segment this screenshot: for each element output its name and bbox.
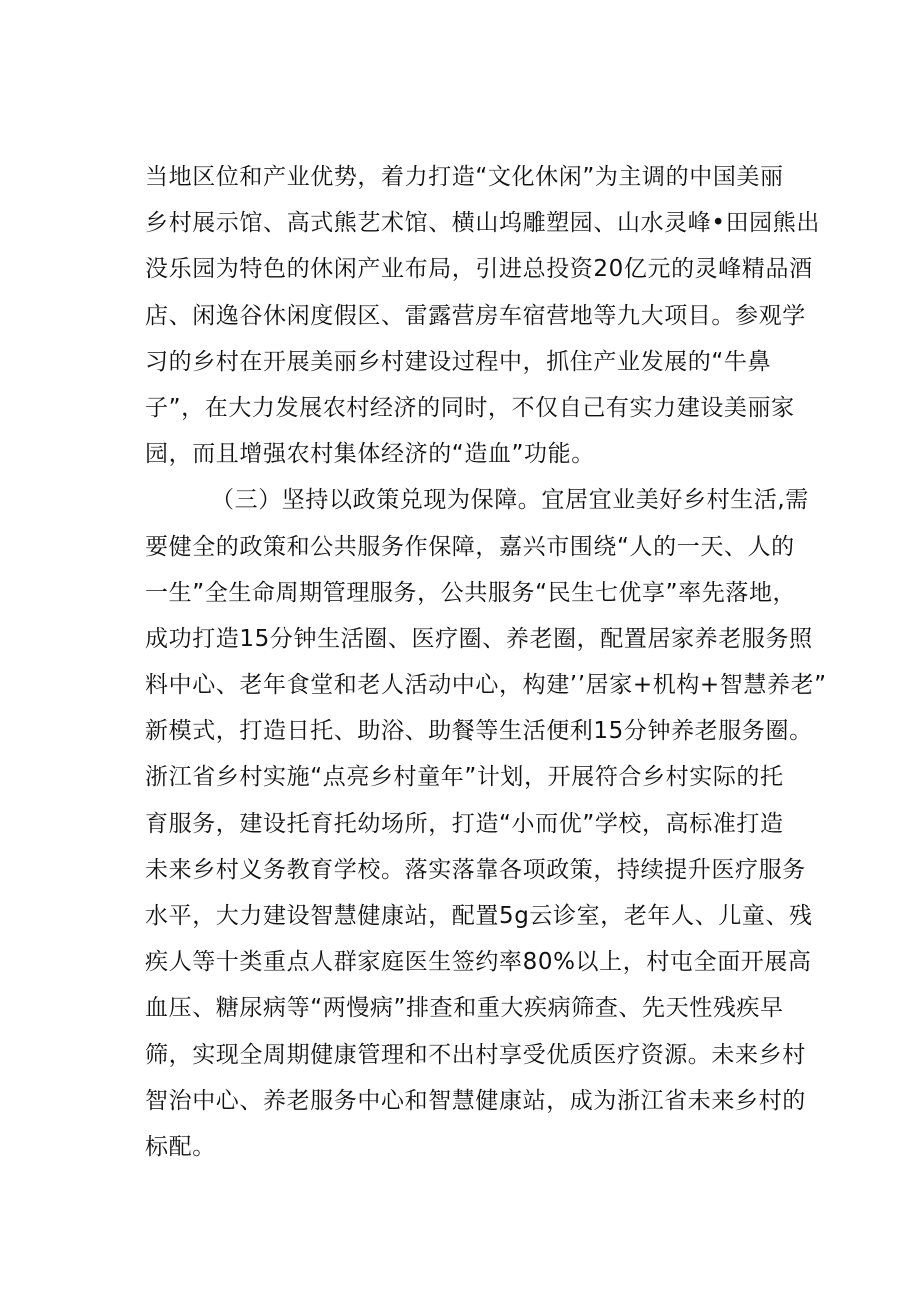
paragraph-line: 智治中心、养老服务中心和智慧健康站，成为浙江省未来乡村的 [145,1087,806,1114]
paragraph-line: 未来乡村义务教育学校。落实落靠各项政策，持续提升医疗服务 [145,856,806,883]
section-heading-line: （三）坚持以政策兑现为保障。宜居宜业美好乡村生活,需 [211,487,809,514]
paragraph-line: 没乐园为特色的休闲产业布局，引进总投资20亿元的灵峰精品酒 [145,256,813,283]
paragraph-line: 习的乡村在开展美丽乡村建设过程中，抓住产业发展的“牛鼻 [145,348,772,375]
paragraph-line: 料中心、老年食堂和老人活动中心，构建’’居家+机构+智慧养老” [145,672,827,699]
paragraph-line: 子”，在大力发展农村经济的同时，不仅自己有实力建设美丽家 [145,394,795,421]
paragraph-line: 疾人等十类重点人群家庭医生签约率80%以上，村屯全面开展高 [145,949,812,976]
paragraph-line: 血压、糖尿病等“两慢病”排查和重大疾病筛查、先天性残疾早 [145,995,784,1022]
paragraph-line: 水平，大力建设智慧健康站，配置5g云诊室，老年人、儿童、残 [145,903,813,929]
paragraph-1 [145,154,820,477]
paragraph-line: 乡村展示馆、高式熊艺术馆、横山坞雕塑园、山水灵峰•田园熊出 [145,210,820,237]
paragraph-line: 要健全的政策和公共服务作保障，嘉兴市围绕“人的一天、人的 [145,533,795,560]
paragraph-line: 标配。 [145,1133,216,1160]
paragraph-line: 一生”全生命周期管理服务，公共服务“民生七优享”率先落地， [145,579,797,606]
paragraph-line: 育服务，建设托育托幼场所，打造“小而优”学校，高标准打造 [145,810,784,837]
document-body [145,154,827,1170]
paragraph-line: 浙江省乡村实施“点亮乡村童年”计划，开展符合乡村实际的托 [145,764,784,791]
paragraph-line: 新模式，打造日托、助浴、助餐等生活便利15分钟养老服务圈。 [145,718,813,745]
paragraph-line: 当地区位和产业优势，着力打造“文化休闲”为主调的中国美丽 [145,164,784,190]
paragraph-line: 筛，实现全周期健康管理和不出村享受优质医疗资源。未来乡村 [145,1041,806,1068]
paragraph-line: 成功打造15分钟生活圈、医疗圈、养老圈，配置居家养老服务照 [145,625,813,652]
paragraph-line: 店、闲逸谷休闲度假区、雷露营房车宿营地等九大项目。参观学 [145,302,806,329]
paragraph-line: 园，而且增强农村集体经济的“造血”功能。 [145,441,595,468]
paragraph-2 [145,477,827,1170]
